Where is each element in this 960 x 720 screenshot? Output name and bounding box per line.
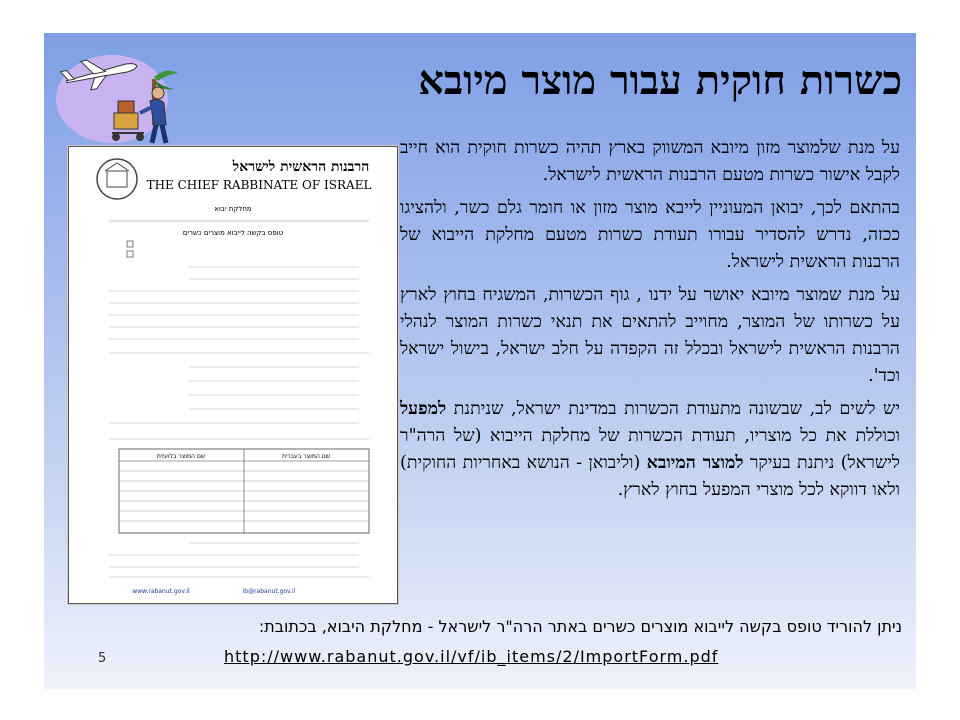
paragraph-text: וכוללת את כל מוצריו, תעודת הכשרות של מחלקת הייבוא (של הרה"ר לישראל) ניתנת בעיקר — [400, 426, 900, 473]
body-paragraph — [400, 135, 900, 189]
body-text — [400, 135, 900, 510]
bold-text: למוצר המיובא — [646, 453, 744, 473]
bold-text: למפעל — [400, 399, 447, 419]
paragraph-text: בהתאם לכך, יבואן המעוניין לייבא מוצר מזון או חומר גלם כשר, ולהציגו ככזה, נדרש להסדיר עבורו תעודת כשרות מטעם מחלקת הייבוא של הרבנות הראשית לישראל. — [400, 198, 900, 272]
slide — [44, 33, 916, 689]
slide-number: 5 — [98, 651, 107, 666]
paragraph-text: (וליבואן - הנושא באחריות החוקית) ולאו דווקא לכל מוצרי המפעל בחוץ לארץ. — [400, 453, 900, 500]
paragraph-text: על מנת שמוצר מיובא יאושר על ידנו , גוף הכשרות, המשגיח בחוץ לארץ על כשרותו של המוצר, מחוייב להתאים את תנאי כשרות המוצר לנהלי הרבנות הראשית לישראל ובכלל זה הקפדה על חלב ישראל, בישול ישראל וכד'. — [400, 285, 900, 386]
form-footer-url: www.rabanut.gov.il — [132, 588, 190, 595]
form-table-header-hebrew: שם המוצר בעברית — [282, 453, 330, 460]
slide-title: כשרות חוקית עבור מוצר מיובא — [418, 57, 902, 104]
form-table-header-foreign: שם המוצר בלועזית — [156, 453, 206, 460]
form-org-english: THE CHIEF RABBINATE OF ISRAEL — [146, 178, 372, 192]
paragraph-text: על מנת שלמוצר מזון מיובא המשווק בארץ תהיה כשרות חוקית הוא חייב לקבל אישור כשרות מטעם הרבנות הראשית לישראל. — [400, 138, 900, 185]
form-title: טופס בקשה לייבוא מוצרים כשרים — [182, 229, 284, 237]
form-footer-email: ib@rabanut.gov.il — [242, 588, 296, 595]
body-paragraph — [400, 396, 900, 504]
import-form-link[interactable]: http://www.rabanut.gov.il/vf/ib_items/2/ImportForm.pdf — [224, 647, 719, 666]
body-paragraph — [400, 282, 900, 390]
form-org-hebrew: הרבנות הראשית לישראל — [232, 159, 370, 175]
form-department: מחלקת יבוא — [214, 205, 252, 213]
download-instructions: ניתן להוריד טופס בקשה לייבוא מוצרים כשרים באתר הרה"ר לישראל - מחלקת היבוא, בכתובת: — [258, 617, 902, 636]
body-paragraph — [400, 195, 900, 276]
airport-clipart-icon — [54, 47, 184, 157]
import-form-image — [68, 146, 398, 604]
paragraph-text: יש לשים לב, שבשונה מתעודת הכשרות במדינת ישראל, שניתנת — [446, 399, 900, 419]
